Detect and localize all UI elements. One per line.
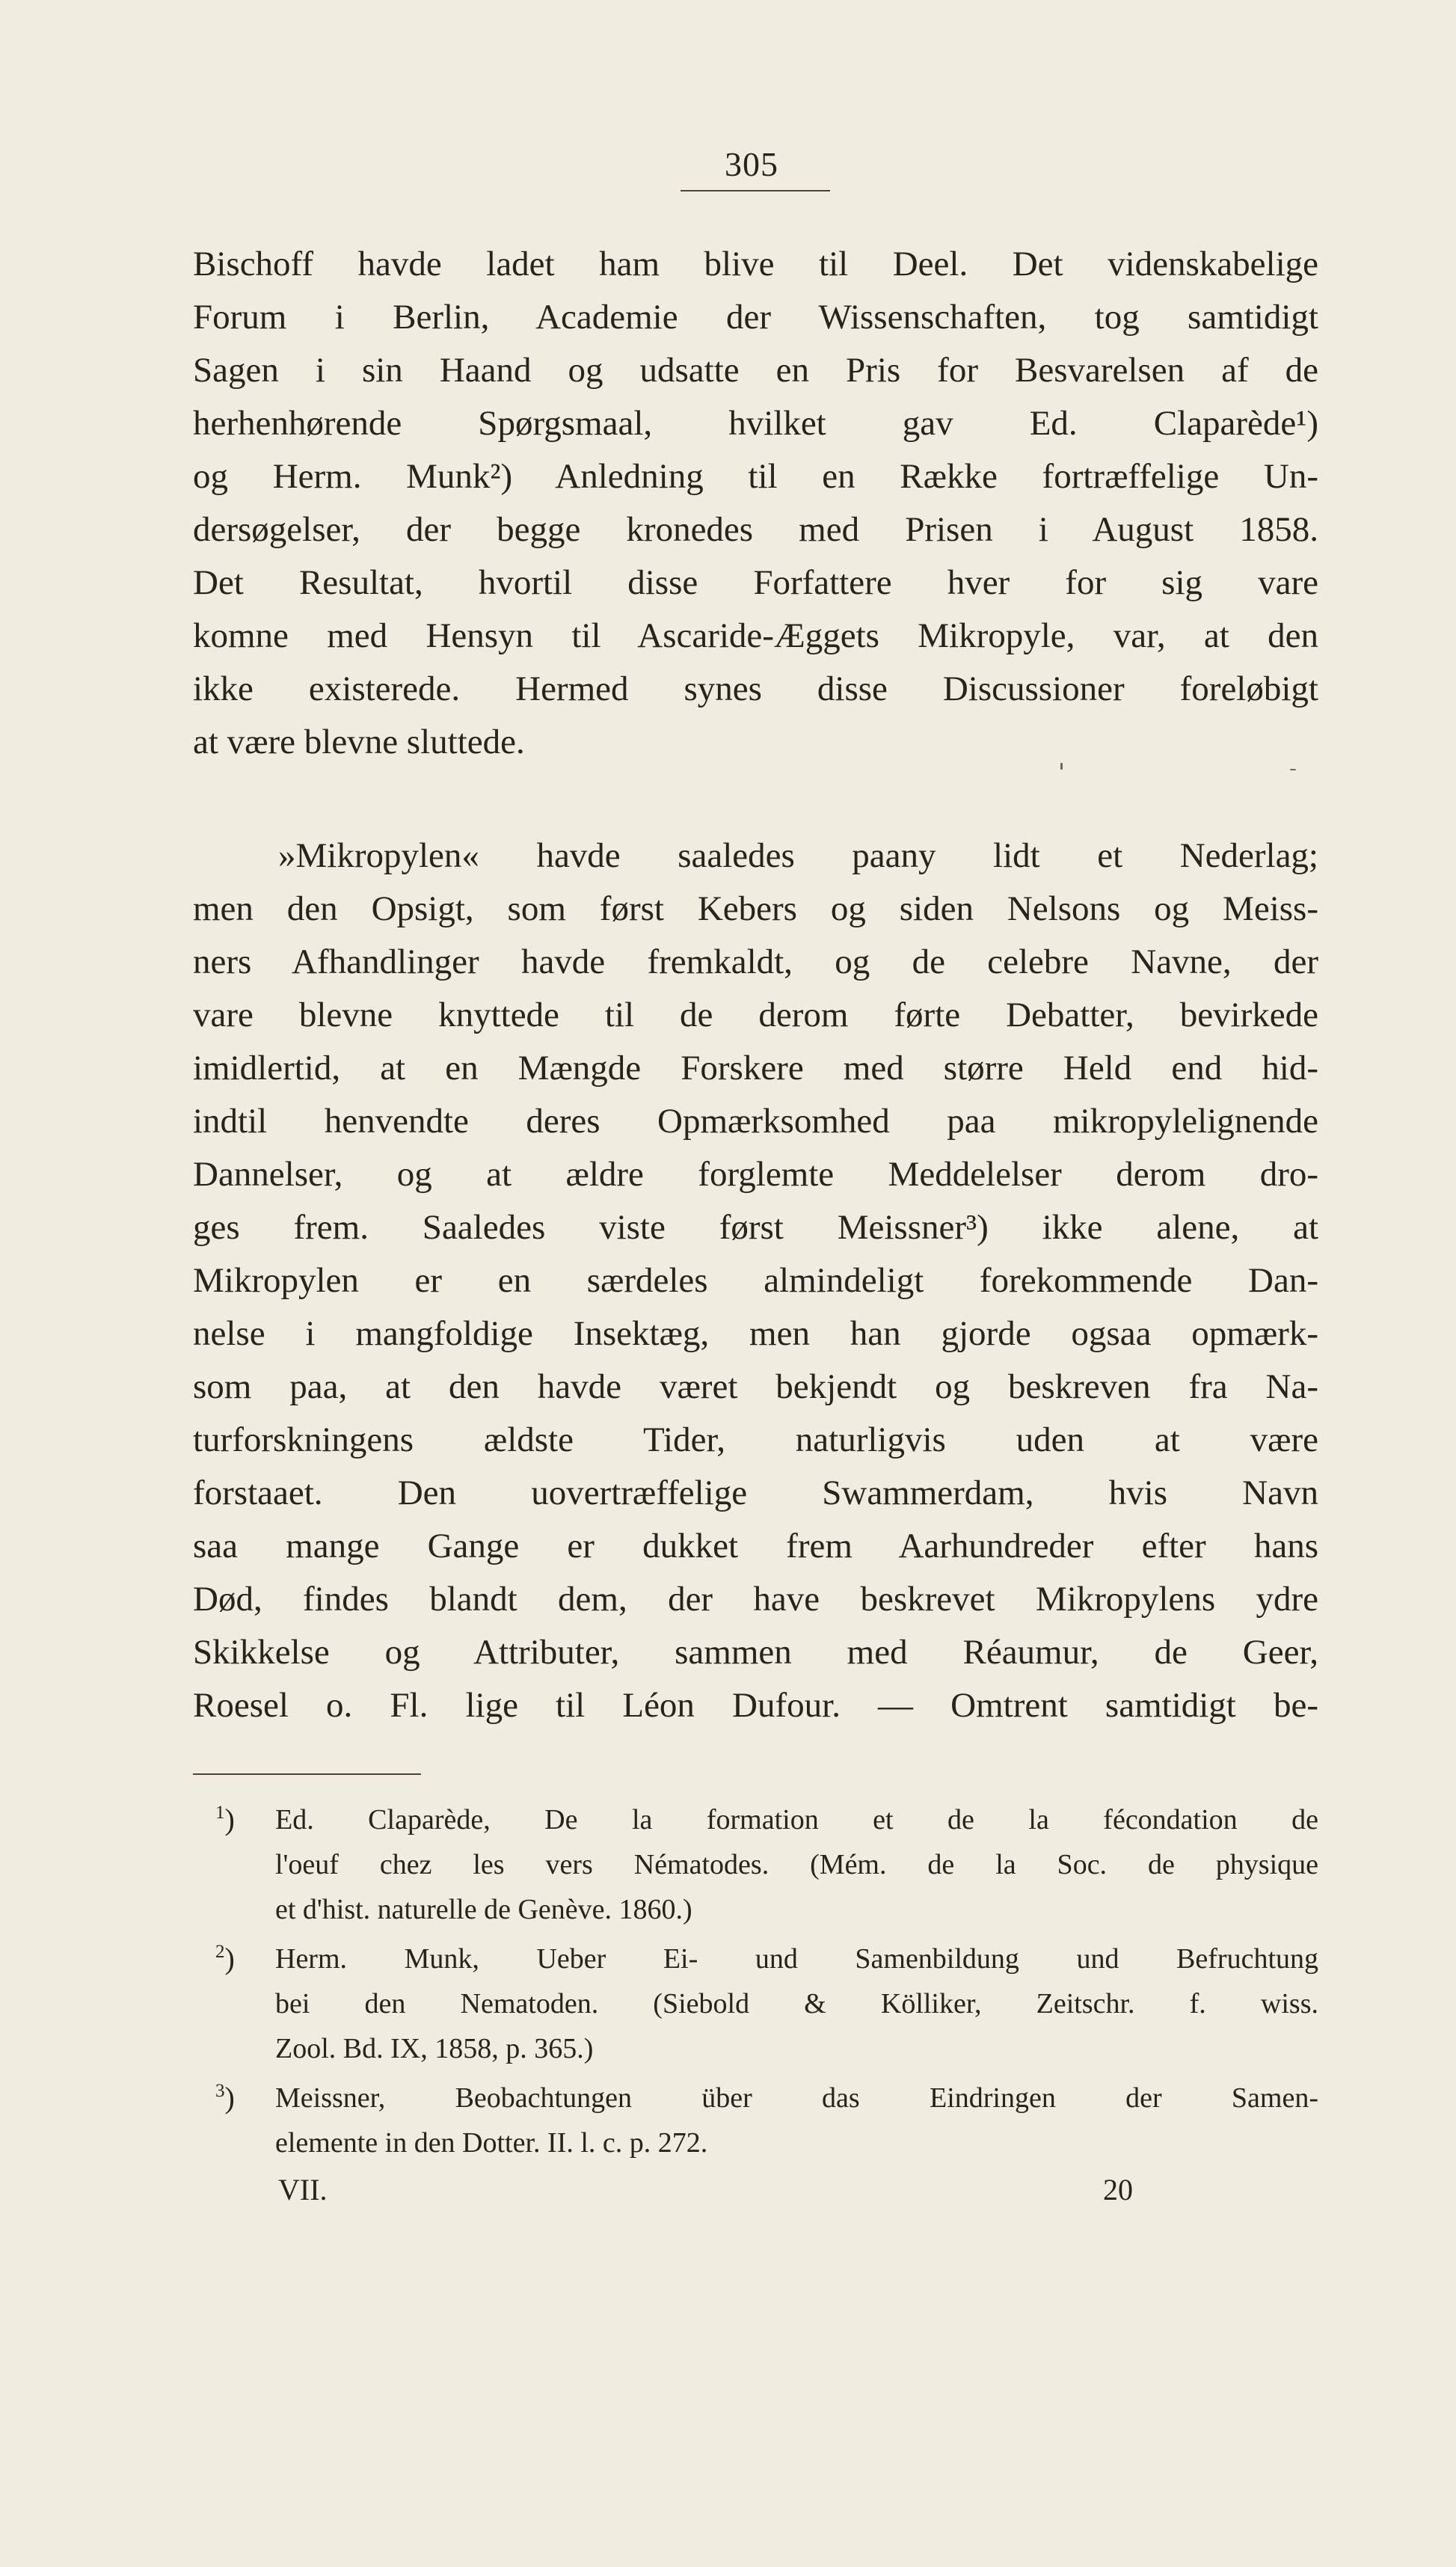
- text-line: at være blevne sluttede.: [193, 723, 525, 761]
- footnote-marker: $^3$): [215, 2081, 235, 2114]
- text-line: Det Resultat, hvortil disse Forfattere hver for sig vare: [193, 563, 1318, 602]
- footnote-line: et d'hist. naturelle de Genève. 1860.): [275, 1894, 692, 1925]
- text-line: som paa, at den havde været bekjendt og beskreven fra Na-: [193, 1367, 1318, 1406]
- text-line: Sagen i sin Haand og udsatte en Pris for Besvarelsen af de: [193, 351, 1318, 390]
- footnote-line: Herm. Munk, Ueber Ei- und Samenbildung und Befruchtung: [275, 1943, 1318, 1975]
- text-line: ikke existerede. Hermed synes disse Discussioner foreløbigt: [193, 669, 1318, 708]
- text-line: indtil henvendte deres Opmærksomhed paa mikropylelignende: [193, 1102, 1318, 1141]
- footnote-divider: [193, 1773, 421, 1775]
- text-line: Bischoff havde ladet ham blive til Deel. Det videnskabelige: [193, 245, 1318, 283]
- text-line: Skikkelse og Attributer, sammen med Réaumur, de Geer,: [193, 1633, 1318, 1672]
- page-number-underline: [681, 190, 830, 191]
- sheet-number: 20: [1103, 2173, 1133, 2206]
- text-line: Død, findes blandt dem, der have beskrevet Mikropylens ydre: [193, 1580, 1318, 1619]
- text-line: turforskningens ældste Tider, naturligvis uden at være: [193, 1420, 1318, 1459]
- text-line: imidlertid, at en Mængde Forskere med større Held end hid-: [193, 1049, 1318, 1088]
- footnote-line: bei den Nematoden. (Siebold & Kölliker, Zeitschr. f. wiss.: [275, 1988, 1318, 2019]
- footnote-line: Ed. Claparède, De la formation et de la fécondation de: [275, 1804, 1318, 1835]
- text-line: Roesel o. Fl. lige til Léon Dufour. — Omtrent samtidigt be-: [193, 1686, 1318, 1725]
- text-line: Dannelser, og at ældre forglemte Meddelelser derom dro-: [193, 1155, 1318, 1194]
- footnote-marker: $^1$): [215, 1803, 235, 1836]
- paper-speck: [1290, 769, 1296, 770]
- text-line: dersøgelser, der begge kronedes med Prisen i August 1858.: [193, 510, 1318, 549]
- text-line: nelse i mangfoldige Insektæg, men han gjorde ogsaa opmærk-: [193, 1314, 1318, 1353]
- text-line: ners Afhandlinger havde fremkaldt, og de celebre Navne, der: [193, 942, 1318, 981]
- text-line: vare blevne knyttede til de derom førte Debatter, bevirkede: [193, 996, 1318, 1034]
- text-line: men den Opsigt, som først Kebers og siden Nelsons og Meiss-: [193, 889, 1318, 928]
- page-number: 305: [725, 145, 778, 183]
- footnote-marker: $^2$): [215, 1942, 235, 1975]
- paper-speck: [1060, 763, 1063, 770]
- printer-signature: VII.: [278, 2173, 328, 2206]
- text-line: komne med Hensyn til Ascaride-Æggets Mikropyle, var, at den: [193, 616, 1318, 655]
- text-line: saa mange Gange er dukket frem Aarhundreder efter hans: [193, 1527, 1318, 1565]
- footnote-line: Zool. Bd. IX, 1858, p. 365.): [275, 2033, 594, 2064]
- paragraph-opening-line: »Mikropylen« havde saaledes paany lidt et Nederlag;: [278, 836, 1318, 875]
- text-line: forstaaet. Den uovertræffelige Swammerdam, hvis Navn: [193, 1473, 1318, 1512]
- text-line: ges frem. Saaledes viste først Meissner³) ikke alene, at: [193, 1208, 1318, 1247]
- footnote-line: l'oeuf chez les vers Nématodes. (Mém. de la Soc. de physique: [275, 1849, 1318, 1880]
- text-line: og Herm. Munk²) Anledning til en Række fortræffelige Un-: [193, 457, 1318, 496]
- text-line: Mikropylen er en særdeles almindeligt forekommende Dan-: [193, 1261, 1318, 1300]
- footnote-line: elemente in den Dotter. II. l. c. p. 272.: [275, 2127, 708, 2159]
- text-line: Forum i Berlin, Academie der Wissenschaften, tog samtidigt: [193, 298, 1318, 337]
- text-line: herhenhørende Spørgsmaal, hvilket gav Ed. Claparède¹): [193, 404, 1318, 443]
- footnote-line: Meissner, Beobachtungen über das Eindringen der Samen-: [275, 2082, 1318, 2114]
